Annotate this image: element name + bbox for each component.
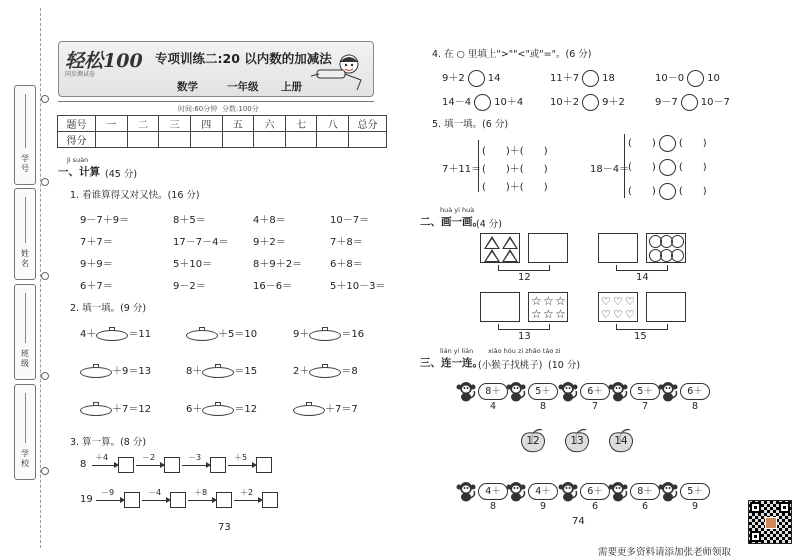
compare-right: 14 — [487, 73, 501, 84]
q5-slot[interactable]: ( ) — [628, 138, 656, 149]
section1-pinyin: jì suàn — [67, 156, 89, 164]
chain-op: ＋2 — [240, 488, 254, 497]
q2-post: ＝16 — [341, 329, 365, 340]
bracket-icon — [616, 265, 668, 271]
monkey-expression[interactable]: 5＋8 — [528, 383, 558, 400]
grade-label: 一年级 — [227, 81, 259, 93]
binding-hole — [41, 372, 49, 380]
q5-slot[interactable]: ( ) — [678, 186, 707, 197]
q1-equation[interactable]: 17－7－4＝ — [173, 237, 229, 248]
compare-circle-icon[interactable] — [582, 70, 599, 87]
lantern-blank-icon[interactable] — [80, 402, 112, 416]
table-cell: 六 — [254, 116, 286, 132]
lantern-blank-icon[interactable] — [202, 402, 234, 416]
worksheet-title: 专项训练二:20 以内数的加减法 — [155, 51, 332, 66]
school-field[interactable] — [14, 384, 36, 480]
q1-equation[interactable]: 7＋8＝ — [330, 237, 363, 248]
compare-item[interactable] — [442, 93, 523, 111]
monkey-expression[interactable]: 5＋7 — [630, 383, 660, 400]
q2-post: ＝15 — [234, 366, 258, 377]
q2-pre: 8＋ — [186, 366, 203, 377]
compare-left: 9＋2 — [442, 73, 465, 84]
q1-equation[interactable]: 5＋10＝ — [173, 259, 213, 270]
q2-post: ＋9＝13 — [112, 366, 152, 377]
q5-slot[interactable]: ( )＋( ) — [482, 146, 548, 157]
lantern-blank-icon[interactable] — [80, 364, 112, 378]
subject-label: 数学 — [177, 81, 198, 93]
monkey-icon — [455, 480, 477, 502]
brand-subtitle: 同步测试卷 — [65, 71, 96, 78]
compare-circle-icon[interactable] — [681, 94, 698, 111]
monkey-icon — [607, 380, 629, 402]
section2-points: (4 分) — [476, 219, 502, 230]
star-icon: ☆ — [543, 307, 554, 321]
arrow-icon — [182, 465, 210, 466]
compare-right: 9＋2 — [602, 97, 625, 108]
heart-icon: ♡ — [601, 308, 611, 321]
compare-left: 14－4 — [442, 97, 472, 108]
section1-title: 一、计算 — [58, 166, 100, 178]
lantern-blank-icon[interactable] — [293, 402, 325, 416]
section3-points: (10 分) — [548, 360, 581, 371]
arrow-icon — [96, 500, 124, 501]
table-cell: 题号 — [58, 116, 96, 132]
q2-pre: 4＋ — [80, 329, 97, 340]
score-input-cell[interactable] — [317, 132, 349, 148]
brand-logo: 轻松100 — [65, 50, 143, 72]
compare-item[interactable] — [655, 69, 720, 87]
q5-left-expr: 7＋11＝ — [442, 164, 482, 175]
q5-slot[interactable]: ( ) — [678, 162, 707, 173]
q1-equation[interactable]: 8＋5＝ — [173, 215, 206, 226]
drawing-total: 15 — [634, 331, 647, 342]
monkey-expression[interactable]: 6＋7 — [580, 383, 610, 400]
answer-box[interactable] — [256, 457, 272, 473]
q2-equation[interactable] — [293, 400, 358, 416]
q2-post: ＋5＝10 — [218, 329, 258, 340]
triangles-box — [480, 233, 520, 263]
q2-equation[interactable] — [293, 325, 364, 341]
bracket-icon — [498, 324, 550, 330]
chain-op: －3 — [188, 453, 202, 462]
monkey-icon — [657, 480, 679, 502]
arrow-icon — [228, 465, 256, 466]
table-cell: 一 — [96, 116, 128, 132]
heart-icon: ♡ — [613, 308, 623, 321]
table-cell: 二 — [127, 116, 159, 132]
q1-equation[interactable]: 16－6＝ — [253, 281, 293, 292]
draw-box[interactable] — [646, 292, 686, 322]
answer-box[interactable] — [124, 492, 140, 508]
chain2-start: 19 — [80, 494, 93, 505]
monkey-expression[interactable]: 6＋8 — [680, 383, 710, 400]
q2-equation[interactable] — [186, 400, 257, 416]
star-icon: ☆ — [555, 294, 566, 308]
answer-box[interactable] — [216, 492, 232, 508]
q2-pre: 9＋ — [293, 329, 310, 340]
triangle-icon — [484, 249, 500, 262]
q1-equation[interactable]: 9＋2＝ — [253, 237, 286, 248]
volume-label: 上册 — [281, 81, 302, 93]
compare-circle-icon[interactable] — [468, 70, 485, 87]
draw-box[interactable] — [528, 233, 568, 263]
bracket-icon — [498, 265, 550, 271]
triangle-icon — [502, 236, 518, 249]
table-cell: 五 — [222, 116, 254, 132]
draw-box[interactable] — [480, 292, 520, 322]
section3-subtitle: (小猴子找桃子) — [478, 360, 543, 371]
heart-icon: ♡ — [625, 295, 635, 308]
q4-title: 4. 在 ○ 里填上">""<"或"="。(6 分) — [432, 49, 592, 60]
arrow-icon — [136, 465, 164, 466]
peach-target[interactable] — [518, 428, 548, 454]
q1-title: 1. 看谁算得又对又快。(16 分) — [70, 190, 200, 201]
compare-circle-icon[interactable] — [474, 94, 491, 111]
table-row — [58, 132, 387, 148]
compare-right: 10－7 — [700, 97, 730, 108]
cartoon-boy-icon — [309, 50, 371, 94]
footer-note: 需要更多资料请添加张老师领取 — [598, 547, 732, 558]
heart-icon: ♡ — [613, 295, 623, 308]
q5-row[interactable] — [628, 158, 707, 176]
compare-item[interactable] — [550, 69, 615, 87]
q5-circle-icon[interactable] — [659, 183, 676, 200]
student-id-label: 学号 — [21, 154, 29, 173]
q2-post: ＝12 — [234, 404, 258, 415]
heart-icon: ♡ — [625, 308, 635, 321]
circle-icon — [671, 235, 684, 248]
binding-hole — [41, 178, 49, 186]
monkey-icon — [505, 380, 527, 402]
q2-equation[interactable] — [186, 362, 257, 378]
time-limit: 时间:60分钟 — [178, 105, 218, 113]
lantern-blank-icon[interactable] — [202, 364, 234, 378]
section2-pinyin: huà yi huà — [440, 206, 475, 214]
compare-left: 11＋7 — [550, 73, 580, 84]
q1-equation[interactable]: 7＋7＝ — [80, 237, 113, 248]
compare-item[interactable] — [550, 93, 625, 111]
q5-row[interactable] — [628, 182, 707, 200]
q1-equation[interactable]: 5＋10－3＝ — [330, 281, 386, 292]
total-score: 分数:100分 — [222, 105, 259, 113]
star-icon: ☆ — [555, 307, 566, 321]
q2-equation[interactable] — [80, 325, 151, 341]
stars-box — [528, 292, 568, 322]
compare-circle-icon[interactable] — [582, 94, 599, 111]
q1-equation[interactable]: 9－7＋9＝ — [80, 215, 130, 226]
arrow-icon — [188, 500, 216, 501]
star-icon: ☆ — [543, 294, 554, 308]
q5-circle-icon[interactable] — [659, 159, 676, 176]
draw-box[interactable] — [598, 233, 638, 263]
table-cell: 得分 — [58, 132, 96, 148]
score-input-cell[interactable] — [159, 132, 191, 148]
table-cell: 三 — [159, 116, 191, 132]
score-input-cell[interactable] — [254, 132, 286, 148]
compare-left: 9－7 — [655, 97, 678, 108]
table-row — [58, 116, 387, 132]
header-banner — [58, 41, 374, 97]
peach-target[interactable] — [562, 428, 592, 454]
q2-equation[interactable] — [293, 362, 358, 378]
score-input-cell[interactable] — [285, 132, 317, 148]
q2-post: ＝11 — [128, 329, 152, 340]
triangle-icon — [502, 249, 518, 262]
binding-hole — [41, 95, 49, 103]
q5-slot[interactable]: ( )＋( ) — [482, 164, 548, 175]
q2-equation[interactable] — [80, 400, 151, 416]
compare-item[interactable] — [655, 93, 730, 111]
arrow-icon — [142, 500, 170, 501]
q5-right-expr: 18－4＝ — [590, 164, 630, 175]
monkey-expression[interactable]: 4＋8 — [478, 483, 508, 500]
score-input-cell[interactable] — [127, 132, 159, 148]
circles-box — [646, 233, 686, 263]
student-id-field[interactable] — [14, 85, 36, 185]
table-cell: 四 — [190, 116, 222, 132]
section3-pinyin-sub: xiǎo hóu zi zhǎo táo zi — [488, 347, 561, 355]
peach-target[interactable] — [606, 428, 636, 454]
chain-op: －9 — [101, 488, 115, 497]
section3-pinyin: lián yi lián — [440, 347, 474, 355]
q2-pre: 6＋ — [186, 404, 203, 415]
answer-box[interactable] — [262, 492, 278, 508]
student-name-label: 姓名 — [21, 249, 29, 268]
q5-row[interactable] — [628, 134, 707, 152]
q2-post: ＋7＝7 — [325, 404, 358, 415]
answer-box[interactable] — [164, 457, 180, 473]
monkey-icon — [557, 480, 579, 502]
q1-equation[interactable]: 6＋7＝ — [80, 281, 113, 292]
heart-icon: ♡ — [601, 295, 611, 308]
chain-op: －2 — [142, 453, 156, 462]
drawing-total: 14 — [636, 272, 649, 283]
monkey-expression[interactable]: 8＋6 — [630, 483, 660, 500]
q2-equation[interactable] — [186, 325, 257, 341]
score-input-cell[interactable] — [222, 132, 254, 148]
q5-slot[interactable]: ( ) — [678, 138, 707, 149]
compare-circle-icon[interactable] — [687, 70, 704, 87]
score-input-cell[interactable] — [96, 132, 128, 148]
bracket-icon — [616, 324, 668, 330]
arrow-icon — [92, 465, 118, 466]
compare-right: 10 — [707, 73, 720, 84]
compare-item[interactable] — [442, 69, 500, 87]
q2-title: 2. 填一填。(9 分) — [70, 303, 147, 314]
monkey-icon — [557, 380, 579, 402]
hearts-box — [598, 292, 638, 322]
q3-title: 3. 算一算。(8 分) — [70, 437, 147, 448]
monkey-expression[interactable]: 8＋4 — [478, 383, 508, 400]
q2-pre: 2＋ — [293, 366, 310, 377]
table-cell: 总分 — [349, 116, 387, 132]
q5-title: 5. 填一填。(6 分) — [432, 119, 509, 130]
chain1-start: 8 — [80, 459, 87, 470]
monkey-icon — [505, 480, 527, 502]
section3-title: 三、连一连。 — [420, 357, 483, 369]
page-number-left: 73 — [218, 522, 231, 533]
chain-op: －4 — [148, 488, 162, 497]
lantern-blank-icon[interactable] — [309, 364, 341, 378]
lantern-blank-icon[interactable] — [96, 327, 128, 341]
star-icon: ☆ — [531, 294, 542, 308]
answer-box[interactable] — [170, 492, 186, 508]
circle-icon — [671, 249, 684, 262]
table-cell: 八 — [317, 116, 349, 132]
student-name-field[interactable] — [14, 188, 36, 280]
class-label: 班级 — [21, 349, 29, 368]
chain-op: ＋4 — [95, 453, 109, 462]
peach-value: 13 — [570, 435, 584, 447]
q1-equation[interactable]: 6＋8＝ — [330, 259, 363, 270]
q1-equation[interactable]: 8＋9＋2＝ — [253, 259, 303, 270]
compare-right: 18 — [602, 73, 615, 84]
section2-title: 二、画一画。 — [420, 216, 483, 228]
score-input-cell[interactable] — [190, 132, 222, 148]
chain-op: ＋5 — [234, 453, 248, 462]
school-label: 学校 — [21, 449, 29, 468]
compare-right: 10＋4 — [494, 97, 524, 108]
q1-equation[interactable]: 9－2＝ — [173, 281, 206, 292]
answer-box[interactable] — [210, 457, 226, 473]
q5-slot[interactable]: ( )＋( ) — [482, 182, 548, 193]
compare-left: 10－0 — [655, 73, 685, 84]
q2-equation[interactable] — [80, 362, 151, 378]
q5-circle-icon[interactable] — [659, 135, 676, 152]
page-number-right: 74 — [572, 516, 585, 527]
triangle-icon — [484, 236, 500, 249]
table-cell: 七 — [285, 116, 317, 132]
binding-hole — [41, 272, 49, 280]
q1-equation[interactable]: 10－7＝ — [330, 215, 370, 226]
chain-op: ＋8 — [194, 488, 208, 497]
q5-slot[interactable]: ( ) — [628, 162, 656, 173]
q2-post: ＝8 — [341, 366, 358, 377]
monkey-icon — [657, 380, 679, 402]
lantern-blank-icon[interactable] — [186, 327, 218, 341]
section1-points: (45 分) — [105, 169, 138, 180]
drawing-total: 12 — [518, 272, 531, 283]
q1-equation[interactable]: 4＋8＝ — [253, 215, 286, 226]
monkey-icon — [455, 380, 477, 402]
monkey-icon — [607, 480, 629, 502]
score-input-cell[interactable] — [349, 132, 387, 148]
q1-equation[interactable]: 9＋9＝ — [80, 259, 113, 270]
lantern-blank-icon[interactable] — [309, 327, 341, 341]
peach-value: 14 — [614, 435, 628, 447]
qr-code-icon[interactable] — [748, 500, 792, 544]
q5-slot[interactable]: ( ) — [628, 186, 656, 197]
score-table — [57, 115, 387, 148]
monkey-expression[interactable]: 6＋6 — [580, 483, 610, 500]
peach-value: 12 — [526, 435, 540, 447]
q2-post: ＋7＝12 — [112, 404, 152, 415]
drawing-total: 13 — [518, 331, 531, 342]
monkey-expression[interactable]: 5＋9 — [680, 483, 710, 500]
monkey-expression[interactable]: 4＋9 — [528, 483, 558, 500]
arrow-icon — [234, 500, 262, 501]
star-icon: ☆ — [531, 307, 542, 321]
class-field[interactable] — [14, 284, 36, 380]
compare-left: 10＋2 — [550, 97, 580, 108]
binding-hole — [41, 467, 49, 475]
answer-box[interactable] — [118, 457, 134, 473]
